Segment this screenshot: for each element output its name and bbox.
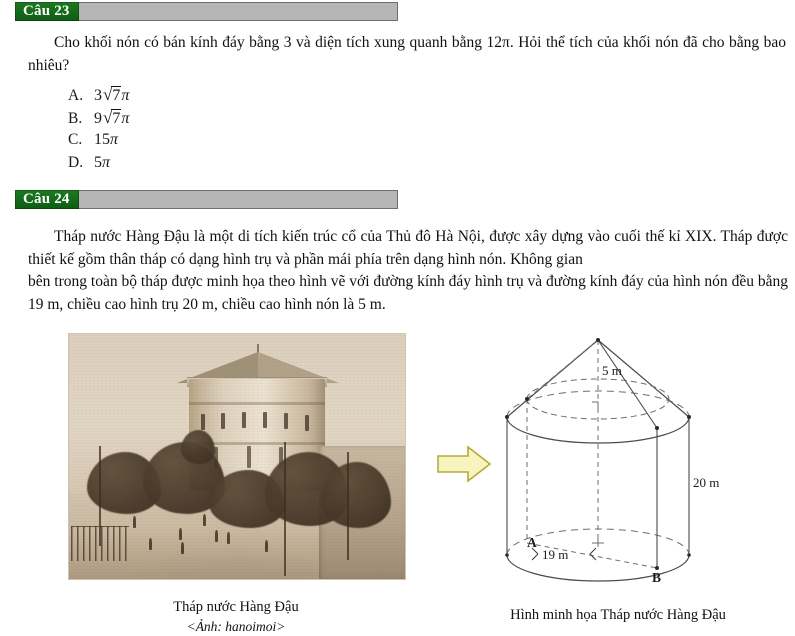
- tower-body: [189, 379, 325, 491]
- answer-choice-b-value: [94, 108, 129, 128]
- pedestrian: [215, 530, 218, 542]
- tower-roof: [177, 352, 339, 383]
- tree: [181, 430, 215, 464]
- tower-window: [263, 412, 267, 428]
- answer-choice-b-label: B.: [68, 110, 83, 127]
- answer-a-radical: [102, 85, 121, 105]
- answer-choice-b[interactable]: [68, 108, 129, 131]
- answer-choice-c-label: C.: [68, 131, 83, 148]
- tower-cornice: [187, 377, 327, 387]
- radical-sign-icon: √: [103, 108, 113, 127]
- pedestrian: [181, 542, 184, 554]
- answer-choice-d-value: [94, 154, 110, 172]
- question-24-paragraph-1: Tháp nước Hàng Đậu là một di tích kiến trúc cổ của Thủ đô Hà Nội, được xây dựng vào cuối thế kỉ XIX. Tháp được thiết kế gồm thân tháp có dạng hình trụ và phần mái phía trên dạng hình nón. Không gian: [28, 228, 788, 268]
- answer-choice-a[interactable]: [68, 85, 129, 108]
- diagram-caption: [450, 606, 786, 625]
- geometry-diagram: [480, 330, 795, 598]
- lamp-post: [284, 442, 286, 576]
- tree: [321, 462, 391, 528]
- question-strip-24: [79, 190, 398, 209]
- photo-caption: [68, 598, 404, 636]
- point-b-label: B: [652, 570, 662, 585]
- tower-window: [305, 415, 309, 431]
- tower-band-upper: [189, 402, 325, 405]
- radical-sign-icon: √: [103, 85, 113, 104]
- tree: [265, 452, 349, 526]
- answer-choice-list-23: [68, 85, 129, 177]
- question-header-24: [15, 190, 398, 209]
- pedestrian: [133, 516, 136, 528]
- question-header-23: [15, 2, 398, 21]
- diagram-caption-title: Hình minh họa Tháp nước Hàng Đậu: [510, 607, 726, 623]
- tower-window-lower: [214, 447, 218, 469]
- question-24-paragraph-2: bên trong toàn bộ tháp được minh họa theo hình vẽ với đường kính đáy hình trụ và đường kính đáy của hình nón đều bằng 19 m, chiều cao hình trụ 20 m, chiều cao hình nón là 5 m.: [28, 273, 788, 313]
- lamp-post: [99, 446, 101, 546]
- answer-c-suffix: π: [110, 131, 119, 148]
- tower-window: [201, 414, 205, 430]
- question-strip-23: [79, 2, 398, 21]
- tower-finial: [257, 344, 259, 354]
- photo-ground: [69, 493, 405, 579]
- photo-caption-title: Tháp nước Hàng Đậu: [173, 599, 299, 615]
- answer-a-coefficient: 3: [94, 87, 102, 104]
- pedestrian: [149, 538, 152, 550]
- question-tag-24: Câu 24: [15, 190, 79, 209]
- answer-a-suffix: π: [121, 87, 130, 104]
- answer-choice-a-value: [94, 85, 129, 105]
- answer-choice-a-label: A.: [68, 87, 84, 104]
- answer-d-coefficient: 5: [94, 154, 102, 171]
- tower-window-lower: [247, 446, 251, 468]
- tower-window: [284, 413, 288, 429]
- tower-window: [221, 413, 225, 429]
- tree: [209, 470, 285, 528]
- tower-roof-shadow: [177, 352, 258, 383]
- fence: [71, 526, 129, 561]
- pedestrian: [203, 514, 206, 526]
- adjacent-building: [319, 446, 405, 579]
- answer-b-radicand: 7: [112, 110, 121, 127]
- tower-band-lower: [189, 442, 325, 445]
- cone-height-label: 5 m: [602, 363, 622, 378]
- point-a-label: A: [527, 535, 537, 550]
- answer-d-suffix: π: [102, 154, 111, 171]
- tower-window: [242, 412, 246, 428]
- pedestrian: [227, 532, 230, 544]
- answer-b-coefficient: 9: [94, 110, 102, 127]
- photo-canvas: [69, 334, 405, 579]
- cylinder-height-label: 20 m: [693, 475, 720, 490]
- question-23-body: Cho khối nón có bán kính đáy bằng 3 và diện tích xung quanh bằng 12π. Hỏi thể tích của khối nón đã cho bằng bao nhiêu?: [28, 34, 786, 74]
- answer-b-radical: [102, 108, 121, 128]
- tree: [143, 442, 225, 514]
- answer-choice-d-label: D.: [68, 154, 84, 171]
- photo-caption-source: <Ảnh: hanoimoi>: [186, 619, 286, 634]
- answer-b-suffix: π: [121, 110, 130, 127]
- question-tag-23: Câu 23: [15, 2, 79, 21]
- tower-window-lower: [279, 447, 283, 469]
- answer-choice-d[interactable]: [68, 154, 129, 177]
- answer-choice-c[interactable]: [68, 131, 129, 154]
- answer-choice-c-value: [94, 131, 118, 149]
- pedestrian: [265, 540, 268, 552]
- lamp-post: [347, 452, 349, 560]
- answer-c-coefficient: 15: [94, 131, 110, 148]
- diameter-label: 19 m: [542, 547, 569, 562]
- pedestrian: [179, 528, 182, 540]
- answer-a-radicand: 7: [112, 87, 121, 104]
- water-tower-photo: [68, 333, 406, 580]
- tree: [87, 452, 161, 514]
